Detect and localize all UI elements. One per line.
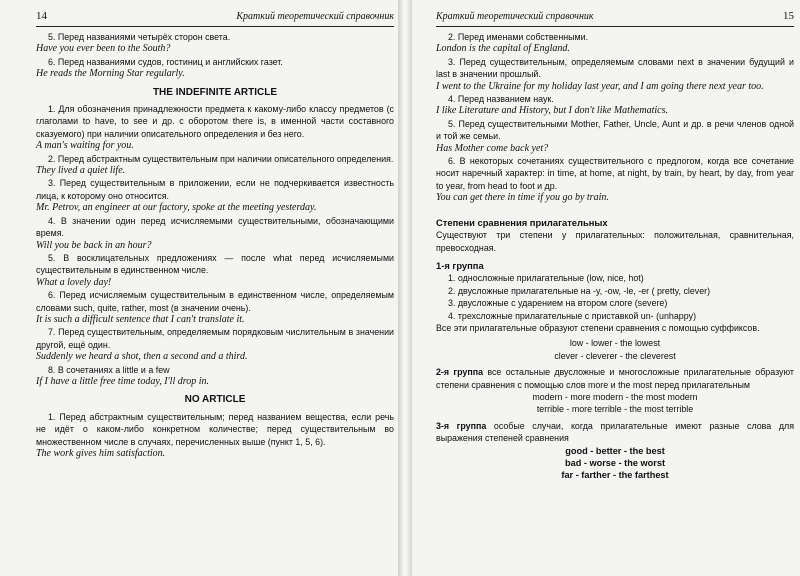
group3-example: bad - worse - the worst — [564, 458, 666, 468]
rule-text: 2. Перед именами собственными. — [448, 32, 589, 42]
example-text: Mr. Petrov, an engineer at our factory, spoke at the meeting yesterday. — [36, 202, 317, 214]
group1-item: 4. трехсложные прилагательные с приставкой un- (unhappy) — [448, 310, 697, 321]
group2-example: modern - more modern - the most modern — [532, 391, 698, 402]
rule-text: 4. Перед названием наук. — [448, 94, 554, 105]
rule-text: 2. Перед абстрактным существительным при наличии описательного определения. — [48, 153, 394, 164]
rule-text: 4. В значении один перед исчисляемыми существительными, обозначающими время. — [36, 215, 394, 239]
example-text: I like Literature and History, but I don't like Mathematics. — [436, 105, 669, 117]
right-page-body — [436, 27, 794, 482]
group2-text: все остальные двусложные и многосложные прилагательные образуют степени сравнения с помощью слов more и the most перед прилагательным — [436, 367, 794, 390]
group1-item: 2. двусложные прилагательные на -y, -ow, -le, -er ( pretty, clever) — [448, 285, 711, 296]
right-page-header — [436, 8, 794, 27]
group3-text: особые случаи, когда прилагательные имеют разные слова для выражения степеней сравнения — [436, 420, 795, 444]
rule-text: 6. В некоторых сочетаниях существительного с предлогом, когда все сочетание носит наречный характер: in time, at home, at night, by train, by heart, by day, from year to year, from head to foot и др. — [436, 156, 794, 191]
example-text: Have you ever been to the South? — [36, 43, 171, 55]
group1-note: Все эти прилагательные образуют степени сравнения с помощью суффиксов. — [436, 322, 760, 333]
group1-example: clever - cleverer - the cleverest — [554, 350, 676, 361]
group1-example: low - lower - the lowest — [569, 338, 661, 349]
right-running-title: Краткий теоретический справочник — [436, 11, 594, 22]
example-text: They lived a quiet life. — [36, 165, 126, 177]
group3-paragraph — [436, 420, 794, 445]
example-text: You can get there in time if you go by train. — [436, 192, 609, 204]
example-text: London is the capital of England. — [436, 43, 570, 55]
rule-text: 6. Перед исчисляемым существительным в единственном числе, определяемым словами such, quite, rather, most (в значении очень). — [36, 290, 394, 313]
example-text: The work gives him satisfaction. — [36, 448, 166, 459]
group1-label: 1-я группа — [436, 259, 484, 271]
example-text: Suddenly we heard a shot, then a second and a third. — [36, 351, 248, 363]
left-page-number: 14 — [36, 10, 47, 22]
group1-item: 3. двусложные с ударением на втором слоге (severe) — [448, 298, 668, 309]
group3-example: good - better - the best — [565, 445, 665, 456]
book-gutter — [398, 0, 412, 576]
example-text: If I have a little free time today, I'll drop in. — [36, 375, 210, 387]
right-page-number: 15 — [783, 10, 794, 22]
left-page — [36, 8, 394, 568]
degrees-intro: Существуют три степени у прилагательных: положительная, сравнительная, превосходная. — [436, 230, 794, 253]
rule-text: 3. Перед существительным в приложении, если не подчеркивается известность лица, к которому оно относится. — [36, 178, 394, 201]
group1-item: 1. односложные прилагательные (low, nice, hot) — [448, 273, 644, 284]
example-text: A man's waiting for you. — [36, 140, 134, 152]
example-text: I went to the Ukraine for my holiday last year, and I am going there next year too. — [436, 80, 764, 92]
example-text: He reads the Morning Star regularly. — [36, 68, 185, 80]
rule-text: 8. В сочетаниях a little и a few — [48, 364, 170, 375]
rule-text: 5. Перед названиями четырёх сторон света. — [48, 32, 231, 42]
degrees-heading: Степени сравнения прилагательных — [436, 216, 608, 228]
rule-text: 5. Перед существительными Mother, Father, Uncle, Aunt и др. в речи членов одной и той же семьи. — [436, 118, 794, 142]
no-article-heading: NO ARTICLE — [184, 394, 246, 406]
rule-text: 3. Перед существительным, определяемым словами next в значении будущий и last в значении прошлый. — [436, 56, 794, 80]
left-page-body — [36, 27, 394, 460]
rule-text: 1. Для обозначения принадлежности предмета к какому-либо классу предметов (с глаголами to have, to see и др. с оборотом there is, в именной части составного сказуемого) при наличии описательного определения и без него. — [36, 104, 394, 139]
left-page-header — [36, 8, 394, 27]
rule-text: 7. Перед существительным, определяемым порядковым числительным в значении другой, ещё один. — [36, 327, 394, 350]
example-text: Has Mother come back yet? — [436, 142, 549, 154]
group3-example: far - farther - the farthest — [561, 470, 669, 481]
group3-label: 3-я группа — [436, 420, 487, 431]
group2-example: terrible - more terrible - the most terrible — [536, 404, 694, 415]
group2-paragraph — [436, 366, 794, 391]
example-text: It is such a difficult sentence that I can't translate it. — [36, 313, 245, 325]
example-text: Will you be back in an hour? — [36, 239, 152, 251]
rule-text: 1. Перед абстрактным существительным; перед названием вещества, если речь не идёт о каком-либо конкретном количестве; перед существительным во множественном числе в случаях, перечисленных выше (пункт 1, 5, 6). — [36, 411, 394, 447]
right-page — [436, 8, 794, 568]
left-running-title: Краткий теоретический справочник — [236, 11, 394, 22]
rule-text: 6. Перед названиями судов, гостиниц и английских газет. — [48, 56, 283, 67]
group2-label: 2-я группа — [436, 367, 484, 378]
example-text: What a lovely day! — [36, 276, 112, 288]
rule-text: 5. В восклицательных предложениях — после what перед исчисляемыми существительным в единственном числе. — [36, 252, 394, 276]
indefinite-article-heading: THE INDEFINITE ARTICLE — [152, 86, 278, 98]
